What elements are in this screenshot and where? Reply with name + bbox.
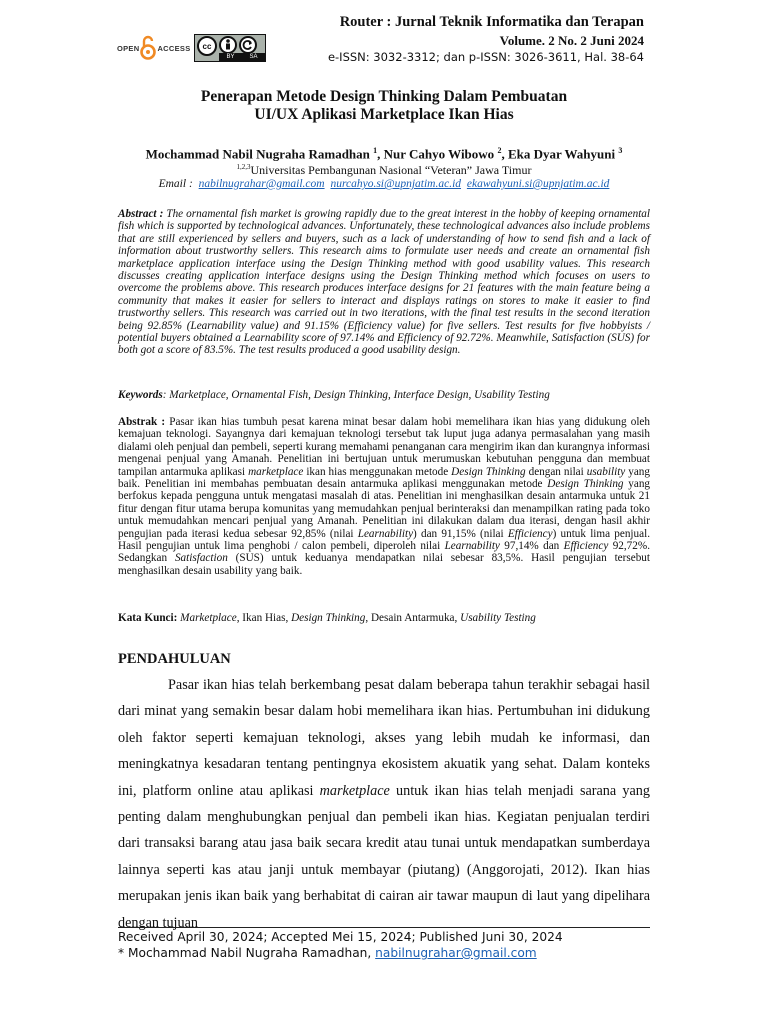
email-label: Email : [158, 178, 193, 190]
author-name: Nur Cahyo Wibowo [383, 146, 495, 162]
body-text-run: untuk ikan hias telah menjadi sarana yang penting dalam menghubungkan penjual dan pembeli ikan hias. Kegiatan penjualan terdiri dari transaksi barang atau jasa baik secara kredit atau tunai untuk mendapatkan sumberdaya lainnya seperti kas atau janji untuk membayar (piutang) (Anggorojati, 2012). Ikan hias merupakan jenis ikan baik yang berhabitat di cairan air tawar maupun di laut yang dipelihara dengan tujuan [118, 782, 650, 931]
kata-kunci-label: Kata Kunci: [118, 612, 178, 624]
cc-by-label: BY [226, 54, 235, 60]
paper-title-line-1: Penerapan Metode Design Thinking Dalam Pembuatan [200, 88, 568, 105]
abstrak-text: dengan nilai [525, 465, 587, 478]
cc-license-labels [219, 53, 265, 61]
abstrak-italic-term: Design Thinking [547, 478, 624, 491]
keywords-label: Keywords [118, 389, 163, 401]
cc-sa-label: SA [249, 54, 258, 60]
keyword: Marketplace [180, 612, 237, 624]
abstrak-text: ) dan 91,15% (nilai [413, 527, 508, 540]
abstrak-text: yang baik. Penelitian ini membahas pembuatan desain antarmuka aplikasi menggunakan metode [118, 465, 650, 491]
cc-icon: cc [197, 36, 217, 56]
corresponding-author [118, 946, 537, 960]
abstrak-italic-term: usability [586, 465, 626, 478]
publication-dates: Received April 30, 2024; Accepted Mei 15, 2024; Published Juni 30, 2024 [118, 930, 563, 944]
author-affiliation-mark: 2 [497, 146, 502, 155]
abstrak-italic-term: Satisfaction [174, 552, 228, 565]
email-link[interactable]: ekawahyuni.si@upnjatim.ac.id [466, 178, 610, 190]
keywords-indonesian [118, 612, 650, 624]
keywords-text: : Marketplace, Ornamental Fish, Design Thinking, Interface Design, Usability Testing [162, 389, 550, 401]
abstrak-italic-term: Efficiency [507, 527, 553, 540]
open-access-right-text: ACCESS [157, 43, 191, 53]
abstrak-italic-term: Design Thinking [451, 465, 526, 478]
journal-name: Router : Jurnal Teknik Informatika dan Terapan [339, 14, 644, 30]
corresponding-author-name: * Mochammad Nabil Nugraha Ramadhan, [118, 946, 376, 960]
author-affiliation-mark: 1 [373, 146, 378, 155]
author-list: Mochammad Nabil Nugraha Ramadhan $^1$, Nur Cahyo Wibowo $^2$, Eka Dyar Wahyuni $^3$ [145, 146, 623, 162]
keyword: Design Thinking [291, 612, 366, 624]
open-access-logo [117, 34, 191, 62]
abstrak-text: Pasar ikan hias tumbuh pesat karena minat besar dalam hobi memelihara ikan hias yang didukung oleh kemajuan teknologi. Sayangnya dari kemajuan teknologi tersebut tak luput juga adanya permasalahan yang masih dialami oleh penjual dan pembeli, seperti kurang memahami penanganan cara mengirim ikan dan kurangnya informasi mengenai penjual yang Amanah. Penelitian ini bertujuan untuk merumuskan kebutuhan pengguna dan membuat tampilan antarmuka aplikasi [118, 416, 650, 478]
section-heading: PENDAHULUAN [118, 651, 231, 667]
keyword: , Desain Antarmuka, [365, 612, 461, 624]
abstrak-text: 92,72%. Sedangkan [118, 540, 650, 565]
keyword: Usability Testing [460, 612, 536, 624]
abstract-label: Abstract : [118, 208, 164, 220]
abstrak-italic-term: marketplace [248, 465, 304, 478]
affiliation-text: Universitas Pembangunan Nasional “Veteran” Jawa Timur [250, 163, 532, 177]
body-paragraph [118, 672, 650, 936]
share-alike-icon [239, 36, 257, 54]
abstract-english [118, 208, 650, 357]
abstrak-text: (SUS) untuk keduanya mendapatkan nilai sebesar 83,5%. Hasil pengujian tersebut menghasilkan desain usability yang baik. [118, 552, 650, 577]
abstrak-text: ) untuk lima penjual. Hasil pengujian untuk lima penghobi / calon pembeli, diperoleh nilai [118, 527, 650, 553]
author-name: Eka Dyar Wahyuni [507, 146, 616, 162]
abstrak-text: 97,14% dan [499, 540, 564, 553]
abstrak-text: ikan hias menggunakan metode [303, 465, 452, 478]
email-link[interactable]: nurcahyo.si@upnjatim.ac.id [330, 178, 462, 190]
author-emails [0, 178, 768, 190]
email-link[interactable]: nabilnugrahar@gmail.com [198, 178, 325, 190]
journal-volume: Volume. 2 No. 2 Juni 2024 [499, 33, 644, 48]
footer-divider [118, 927, 650, 928]
cc-license-badge[interactable] [194, 34, 266, 62]
attribution-icon [219, 36, 237, 54]
open-access-lock-icon [140, 35, 156, 61]
body-text-run: Pasar ikan hias telah berkembang pesat dalam beberapa tahun terakhir sebagai hasil dari minat yang semakin besar dalam hobi memelihara ikan hias. Pertumbuhan ini didukung oleh faktor seperti kemajuan teknologi, akses yang lebih mudah ke informasi, dan meningkatnya kesadaran tentang pentingnya ekosistem akuatik yang sehat. Dalam konteks ini, platform online atau aplikasi [118, 677, 650, 799]
journal-issn: e-ISSN: 3032-3312; dan p-ISSN: 3026-3611, Hal. 38-64 [327, 50, 644, 64]
keywords-english [118, 389, 650, 401]
abstrak-text: yang berfokus kepada pengguna untuk mengatasi masalah di atas. Penelitian ini menghasilkan desain antarmuka untuk 21 fitur dengan fitur utama berupa komunitas yang memudahkan penjual berinteraksi dan menampilkan rating pada toko untuk memudahkan mencari penjual yang Amanah. Penelitian ini dilakukan dalam dua iterasi, dengan hasil akhir pengujian pada iterasi kedua sebesar 92,85% (nilai [118, 478, 651, 540]
abstrak-italic-term: Learnability [357, 527, 414, 540]
affiliation [0, 163, 768, 178]
paper-title-line-2: UI/UX Aplikasi Marketplace Ikan Hias [254, 106, 514, 123]
abstrak-italic-term: Learnability [444, 540, 500, 553]
abstract-text: The ornamental fish market is growing rapidly due to the great interest in the hobby of keeping ornamental fish which is supported by technological advances. Unfortunately, these technological advances also include problems that are still experienced by sellers and buyers, such as a lack of understanding of how to send fish and a lack of information about trustworthy sellers. This research aims to formulate user needs and create an ornamental fish marketplace application interface using the Design Thinking method with good usability values. This research discusses creating application interface designs using the Design Thinking method which focuses on users to overcome the problems above. This research produces interface designs for 21 features with the main feature being a community that makes it easier for sellers to interact and displays ratings on stores to make it easier to find trustworthy sellers. This research was carried out in two iterations, with the final test results in the second iteration being 92.85% (Learnability value) and 91.15% (Efficiency value) for five sellers. Test results for five hobbyists / potential buyers obtained a Learnability score of 97.14% and Efficiency of 92.72%. Meanwhile, Satisfaction (SUS) for both got a score of 83.5%. The test results produced a good usability design. [118, 208, 651, 357]
abstract-indonesian [118, 416, 650, 577]
affiliation-mark: 1,2,3 [236, 163, 251, 171]
author-affiliation-mark: 3 [618, 146, 623, 155]
abstrak-italic-term: Efficiency [563, 540, 609, 553]
open-access-left-text: OPEN [117, 43, 140, 53]
corresponding-author-email-link[interactable]: nabilnugrahar@gmail.com [375, 946, 537, 960]
keyword: , Ikan Hias, [236, 612, 292, 624]
body-italic-term: marketplace [319, 782, 390, 799]
abstrak-label: Abstrak : [118, 416, 166, 428]
author-name: Mochammad Nabil Nugraha Ramadhan [145, 146, 370, 162]
